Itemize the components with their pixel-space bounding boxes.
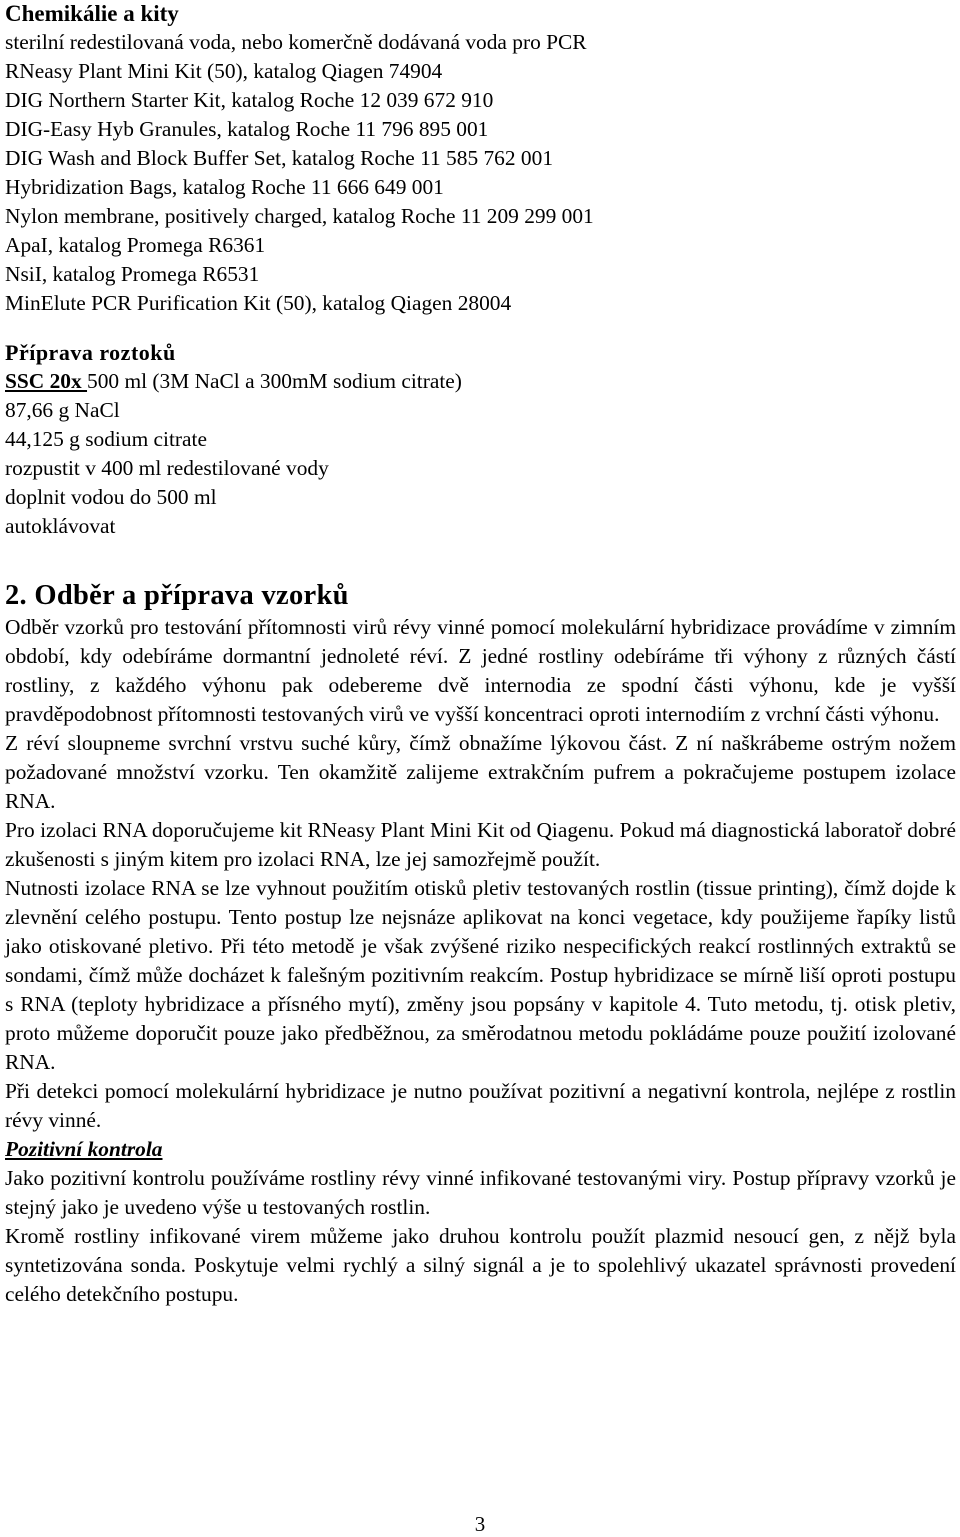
paragraph: Kromě rostliny infikované virem můžeme jako druhou kontrolu použít plazmid nesoucí gen, z nějž byla syntetizována sonda. Poskytuje velmi rychlý a silný signál a je to spolehlivý ukazatel správnosti provedení celého detekčního postupu. [5, 1224, 956, 1306]
paragraph: Jako pozitivní kontrolu používáme rostliny révy vinné infikované testovanými viry. Postup přípravy vzorků je stejný jako je uvedeno výše u testovaných rostlin. [5, 1166, 956, 1219]
paragraph: Při detekci pomocí molekulární hybridizace je nutno používat pozitivní a negativní kontrola, nejlépe z rostlin révy vinné. [5, 1079, 956, 1132]
chemical-item: RNeasy Plant Mini Kit (50), katalog Qiagen 74904 [5, 59, 443, 83]
ssc-line [5, 367, 956, 396]
paragraph: Pro izolaci RNA doporučujeme kit RNeasy Plant Mini Kit od Qiagenu. Pokud má diagnostická laboratoř dobré zkušenosti s jiným kitem pro izolaci RNA, lze jej samozřejmě použít. [5, 818, 956, 871]
solution-step: rozpustit v 400 ml redestilované vody [5, 456, 329, 480]
chemical-item: NsiI, katalog Promega R6531 [5, 262, 260, 286]
positive-control-heading: Pozitivní kontrola [5, 1137, 163, 1161]
solution-step: 87,66 g NaCl [5, 398, 120, 422]
chemicals-section [5, 0, 956, 318]
solution-step: doplnit vodou do 500 ml [5, 485, 217, 509]
chemical-item: sterilní redestilovaná voda, nebo komerčně dodávaná voda pro PCR [5, 30, 587, 54]
chemical-item: DIG Northern Starter Kit, katalog Roche 12 039 672 910 [5, 88, 494, 112]
solution-step: 44,125 g sodium citrate [5, 427, 207, 451]
solution-step: autoklávovat [5, 514, 116, 538]
chemical-item: DIG-Easy Hyb Granules, katalog Roche 11 796 895 001 [5, 117, 489, 141]
chemical-item: DIG Wash and Block Buffer Set, katalog Roche 11 585 762 001 [5, 146, 554, 170]
chemical-item: ApaI, katalog Promega R6361 [5, 233, 266, 257]
paragraph: Odběr vzorků pro testování přítomnosti virů révy vinné pomocí molekulární hybridizace provádíme v zimním období, kdy odebíráme dormantní jednoleté réví. Z jedné rostliny odebíráme tři výhony z různých částí rostliny, z každého výhonu pak odebereme dvě internodia ze spodní části výhonu, kde je vyšší pravděpodobnost přítomnosti testovaných virů ve vyšší koncentraci oproti internodiím z vrchní části výhonu. [5, 615, 956, 726]
chemical-item: Hybridization Bags, katalog Roche 11 666 649 001 [5, 175, 444, 199]
solutions-heading: Příprava roztoků [5, 340, 176, 365]
sampling-heading: 2. Odběr a příprava vzorků [5, 580, 349, 611]
chemical-item: MinElute PCR Purification Kit (50), katalog Qiagen 28004 [5, 291, 512, 315]
page-number: 3 [474, 1512, 486, 1536]
paragraph: Z réví sloupneme svrchní vrstvu suché kůry, čímž obnažíme lýkovou část. Z ní naškrábeme ostrým nožem požadované množství vzorku. Ten okamžitě zalijeme extrakčním pufrem a pokračujeme postupem izolace RNA. [5, 731, 956, 813]
chemical-item: Nylon membrane, positively charged, katalog Roche 11 209 299 001 [5, 204, 594, 228]
ssc-label: SSC 20x [5, 369, 88, 393]
solutions-section [5, 338, 956, 541]
ssc-description: 500 ml (3M NaCl a 300mM sodium citrate) [87, 369, 462, 393]
paragraph: Nutnosti izolace RNA se lze vyhnout použitím otisků pletiv testovaných rostlin (tissue printing), čímž dojde k zlevnění celého postupu. Tento postup lze nejsnáze aplikovat na konci vegetace, kdy použijeme řapíky listů jako otiskované pletivo. Při této metodě je však zvýšené riziko nespecifických reakcí rostlinných extraktů se sondami, čímž může docházet k falešným pozitivním reakcím. Postup hybridizace se mírně liší oproti postupu s RNA (teploty hybridizace a přísného mytí), změny jsou popsány v kapitole 4. Tuto metodu, tj. otisk pletiv, proto můžeme doporučit pouze jako předběžnou, za směrodatnou metodu pokládáme pouze použití izolované RNA. [5, 876, 956, 1074]
sampling-section [5, 579, 956, 1309]
chemicals-heading: Chemikálie a kity [5, 1, 179, 26]
